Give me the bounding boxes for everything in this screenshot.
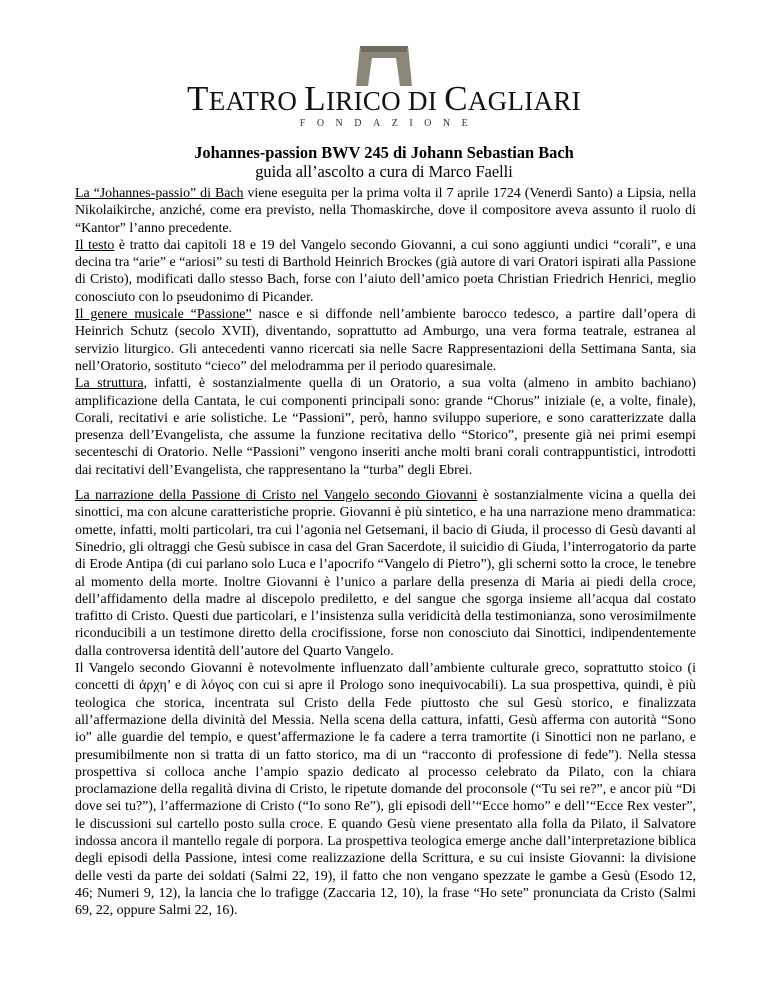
paragraph: [75, 237, 696, 306]
paragraph-lead: La “Johannes-passio” di Bach: [75, 186, 244, 201]
paragraph-text: è tratto dai capitoli 18 e 19 del Vangelo secondo Giovanni, a cui sono aggiunti undici “corali”, e una decina tra “arie” e “ariosi” su testi di Barthold Heinrich Brockes (già autore di vari Oratori ispirati alla Passione di Cristo), modificati dallo stesso Bach, forse con l’aiuto dell’amico poeta Christian Friedrich Henrici, meglio conosciuto con lo pseudonimo di Picander.: [75, 237, 696, 305]
theatre-logo: [0, 40, 768, 130]
paragraph-lead: La struttura: [75, 376, 144, 392]
paragraph: [75, 660, 696, 919]
paragraph-text: viene eseguita per la prima volta il 7 aprile 1724 (Venerdì Santo) a Lipsia, nella Nikolaikirche, anziché, come era previsto, nella Thomaskirche, dove il compositore aveva assunto il ruolo di “Kantor” l’anno precedente.: [75, 186, 696, 236]
paragraph: [75, 375, 696, 479]
logo-subtitle: FONDAZIONE: [299, 118, 480, 129]
document-body: [75, 185, 696, 919]
theatre-arch-icon: [352, 40, 416, 88]
paragraph-text: , infatti, è sostanzialmente quella di un Oratorio, a sua volta (almeno in ambito bachiano) amplificazione della Cantata, le cui componenti principali sono: grande “Chorus” iniziale (e, a volte, finale), Corali, recitativi e arie solistiche. Le “Passioni”, però, hanno sviluppo superiore, e sono caratterizzate dalla presenza dell’Evangelista, che assume la funzione recitativa dello “Storico”, presente già nei primi esempi secenteschi di Oratorio. Nelle “Passioni” vengono inseriti anche molti brani corali contrappuntistici, introdotti dai recitativi dell’Evangelista, che rappresentano la “turba” degli Ebrei.: [75, 376, 696, 478]
paragraph-lead: Il genere musicale “Passione”: [75, 307, 252, 323]
paragraph-text: è sostanzialmente vicina a quella dei sinottici, ma con alcune caratteristiche proprie. Giovanni è più sintetico, e ha una narrazione meno drammatica: omette, infatti, molti particolari, tra cui l’agonia nel Getsemani, il bacio di Giuda, il processo di Gesù davanti al Sinedrio, gli oltraggi che Gesù subisce in casa del Gran Sacerdote, il suicidio di Giuda, l’interrogatorio da parte di Erode Antipa (di cui parlano solo Luca e l’apocrifo “Vangelo di Pietro”), gli scherni sotto la croce, le tenebre al momento della morte. Inoltre Giovanni è l’unico a parlare della presenza di Maria ai piedi della croce, dell’affidamento della madre al discepolo prediletto, e del sangue che sgorga insieme all’acqua dal costato trafitto di Cristo. Questi due particolari, e l’insistenza sulla veridicità della testimonianza, sono verosimilmente riconducibili a un testimone diretto della crocifissione, forse non conosciuto dai Sinottici, indipendentemente dalla controversa identità dell’autore del Quarto Vangelo.: [75, 488, 696, 659]
paragraph: [75, 306, 696, 375]
paragraph-text: nasce e si diffonde nell’ambiente barocco tedesco, a partire dall’opera di Heinrich Schutz (secolo XVII), diventando, soprattutto ad Amburgo, una vera forma teatrale, estranea al servizio liturgico. Gli antecedenti vanno ricercati sia nelle Sacre Rappresentazioni della Settimana Santa, sia nell’Oratorio, sostituto “cieco” del melodramma per il periodo quaresimale.: [75, 307, 697, 374]
paragraph: [75, 185, 696, 237]
logo-name: TEATRO LIRICO DI CAGLIARI: [187, 79, 581, 118]
document-title: Johannes-passion BWV 245 di Johann Sebastian Bach: [194, 143, 574, 162]
paragraph-text: Il Vangelo secondo Giovanni è notevolmente influenzato dall’ambiente culturale greco, soprattutto stoico (i concetti di ἀρχη’ e di λόγος con cui si apre il Prologo sono inequivocabili). La sua prospettiva, quindi, è più teologica che storica, incentrata sul Cristo della Fede piuttosto che sul Gesù storico, e finalizzata all’affermazione della divinità del Messia. Nella scena della cattura, infatti, Gesù afferma con autorità “Sono io” alle guardie del tempio, e quest’affermazione le fa cadere a terra tramortite (i Sinottici non ne parlano, e presumibilmente non si tratta di un fatto storico, ma di un “racconto di professione di fede”). Nella stessa prospettiva si colloca anche l’ampio spazio dedicato al processo celebrato da Pilato, con la chiara proclamazione della regalità divina di Cristo, le ripetute domande del proconsole (“Tu sei re?”, e ancor più “Di dove sei tu?”), l’affermazione di Cristo (“Io sono Re”), gli episodi dell’“Ecce homo” e dell’“Ecce Rex vester”, le discussioni sul cartello posto sulla croce. E quando Gesù viene presentato alla folla da Pilato, il Salvatore indossa ancora il mantello regale di porpora. La prospettiva teologica emerge anche dall’interpretazione biblica degli episodi della Passione, intesi come realizzazione della Scrittura, e su cui insiste Giovanni: la divisione delle vesti da parte dei soldati (Salmi 22, 19), il fatto che non vengano spezzate le gambe a Gesù (Esodo 12, 46; Numeri 9, 12), la lancia che lo trafigge (Zaccaria 12, 10), la frase “Ho sete” pronunciata da Cristo (Salmi 69, 22, oppure Salmi 22, 16).: [75, 661, 696, 919]
document-subtitle: guida all’ascolto a cura di Marco Faelli: [255, 162, 513, 181]
paragraph-lead: La narrazione della Passione di Cristo nel Vangelo secondo Giovanni: [75, 488, 478, 504]
paragraph: [75, 487, 696, 660]
paragraph-lead: Il testo: [75, 237, 115, 253]
